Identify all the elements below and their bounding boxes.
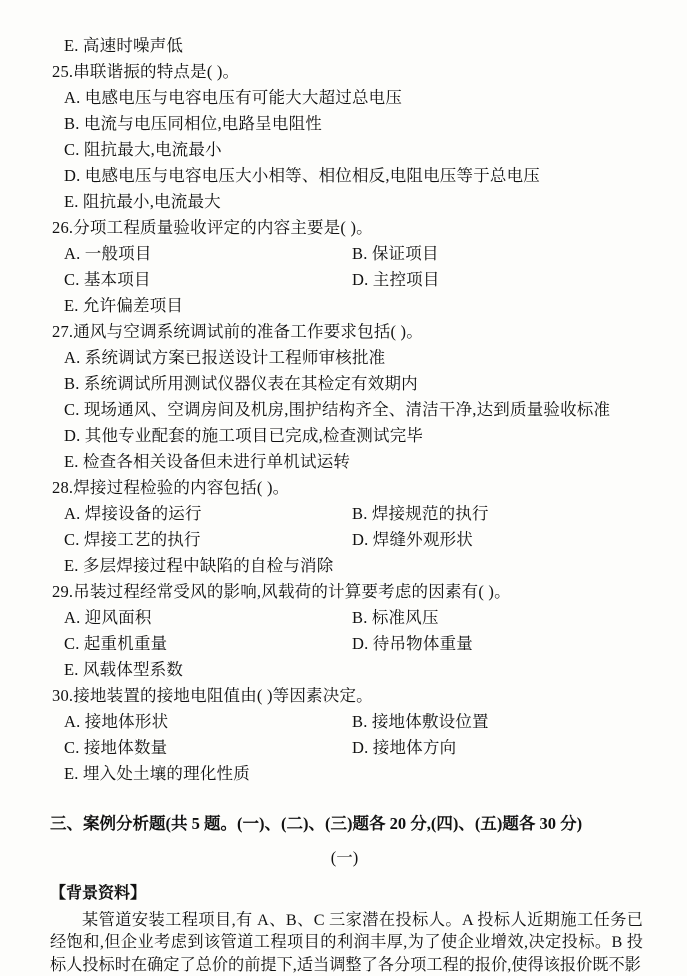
question-30-option-c: C. 接地体数量 [64, 738, 168, 757]
question-30-option-e: E. 埋入处土壤的理化性质 [64, 764, 250, 783]
question-27-stem: 27.通风与空调系统调试前的准备工作要求包括( )。 [52, 322, 423, 341]
question-25-option-c: C. 阻抗最大,电流最小 [64, 140, 222, 159]
question-25-stem: 25.串联谐振的特点是( )。 [52, 62, 240, 81]
question-29-option-b: B. 标准风压 [352, 608, 439, 627]
question-26-option-e: E. 允许偏差项目 [64, 296, 184, 315]
question-26-stem: 26.分项工程质量验收评定的内容主要是( )。 [52, 218, 373, 237]
question-29-option-row-2 [46, 636, 643, 653]
question-28-option-d: D. 焊缝外观形状 [352, 530, 473, 549]
question-28-option-b: B. 焊接规范的执行 [352, 504, 489, 523]
question-26-option-a: A. 一般项目 [64, 244, 152, 263]
case-number-label: (一) [330, 848, 359, 867]
question-27-option-e: E. 检查各相关设备但未进行单机试运转 [64, 452, 351, 471]
question-29-option-c: C. 起重机重量 [64, 634, 168, 653]
question-25-option-e: E. 阻抗最小,电流最大 [64, 192, 221, 211]
question-30-option-a: A. 接地体形状 [64, 712, 169, 731]
question-27-option-a: A. 系统调试方案已报送设计工程师审核批准 [64, 348, 386, 367]
question-26-option-c: C. 基本项目 [64, 270, 151, 289]
question-30-option-row-1 [46, 714, 643, 731]
question-30-option-d: D. 接地体方向 [352, 738, 457, 757]
question-28-option-row-1 [46, 506, 643, 523]
question-28-option-a: A. 焊接设备的运行 [64, 504, 202, 523]
question-29-option-row-1 [46, 610, 643, 627]
question-26-option-b: B. 保证项目 [352, 244, 439, 263]
question-28-option-c: C. 焊接工艺的执行 [64, 530, 201, 549]
question-28-option-e: E. 多层焊接过程中缺陷的自检与消除 [64, 556, 334, 575]
question-30-stem: 30.接地装置的接地电阻值由( )等因素决定。 [52, 686, 373, 705]
section-three-title: 三、案例分析题(共 5 题。(一)、(二)、(三)题各 20 分,(四)、(五)题各 30 分) [50, 814, 583, 833]
question-26-option-d: D. 主控项目 [352, 270, 440, 289]
question-30-option-row-2 [46, 740, 643, 757]
question-26-option-row-2 [46, 272, 643, 289]
question-25-option-b: B. 电流与电压同相位,电路呈电阻性 [64, 114, 322, 133]
background-paragraph [46, 909, 643, 976]
question-29-option-a: A. 迎风面积 [64, 608, 152, 627]
option-line-e-prev: E. 高速时噪声低 [64, 36, 184, 55]
background-heading: 【背景资料】 [50, 885, 147, 902]
question-25-option-d: D. 电感电压与电容电压大小相等、相位相反,电阻电压等于总电压 [64, 166, 540, 185]
question-30-option-b: B. 接地体敷设位置 [352, 712, 489, 731]
question-29-option-e: E. 风载体型系数 [64, 660, 184, 679]
background-paragraph-text: 某管道安装工程项目,有 A、B、C 三家潜在投标人。A 投标人近期施工任务已经饱和,但企业考虑到该管道工程项目的利润丰厚,为了使企业增效,决定投标。B 投标人投标时在确定了总价的前提下,适当调整了各分项工程的报价,使得该报价既不影 [50, 911, 643, 974]
question-28-option-row-2 [46, 532, 643, 549]
question-29-option-d: D. 待吊物体重量 [352, 634, 473, 653]
question-28-stem: 28.焊接过程检验的内容包括( )。 [52, 478, 290, 497]
question-25-option-a: A. 电感电压与电容电压有可能大大超过总电压 [64, 88, 403, 107]
question-26-option-row-1 [46, 246, 643, 263]
question-27-option-c: C. 现场通风、空调房间及机房,围护结构齐全、清洁干净,达到质量验收标准 [64, 400, 611, 419]
section-spacer [46, 792, 643, 810]
question-29-stem: 29.吊装过程经常受风的影响,风载荷的计算要考虑的因素有( )。 [52, 582, 511, 601]
question-27-option-b: B. 系统调试所用测试仪器仪表在其检定有效期内 [64, 374, 418, 393]
question-27-option-d: D. 其他专业配套的施工项目已完成,检查测试完毕 [64, 426, 424, 445]
